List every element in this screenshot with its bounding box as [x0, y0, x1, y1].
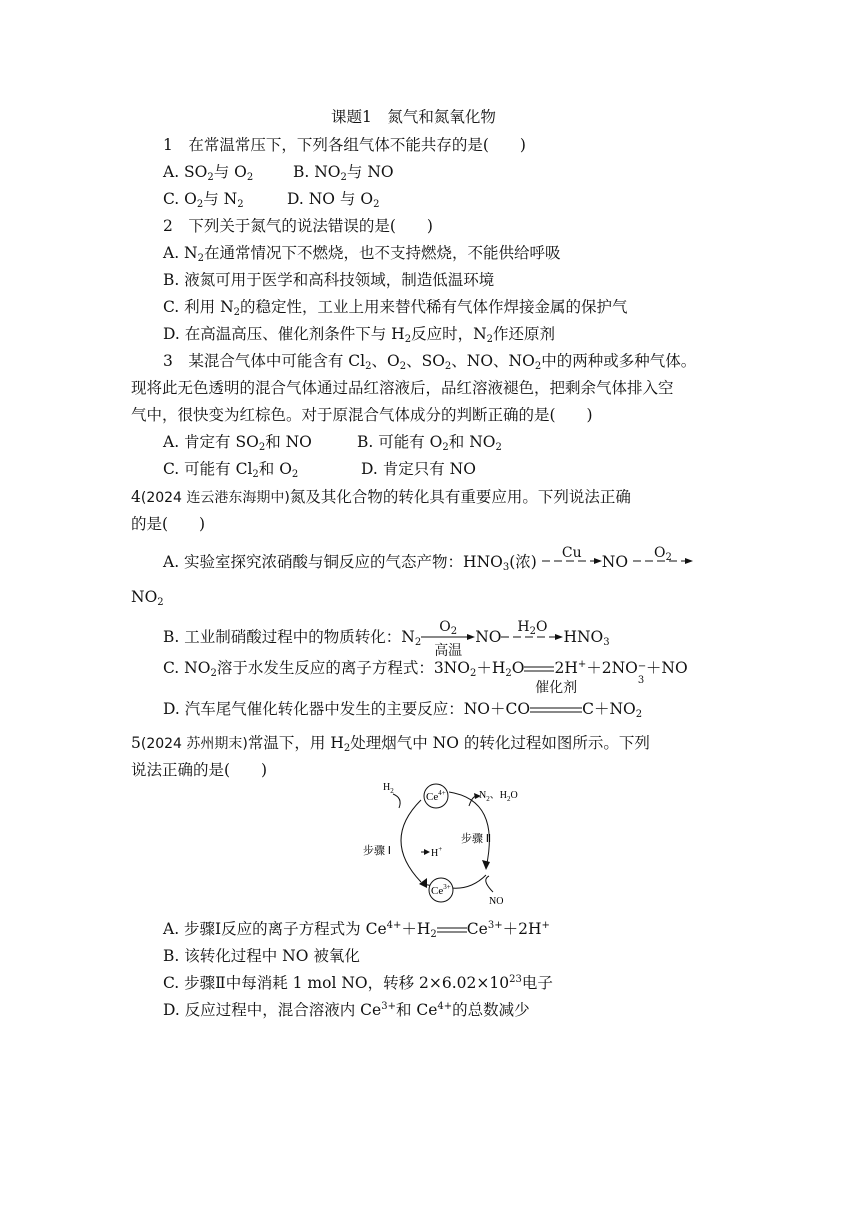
reaction-arrow: $H_2O$ — [501, 637, 563, 639]
page-title: 课题1 氮气和氮氧化物 — [331, 108, 496, 126]
hplus-label: H — [431, 848, 439, 859]
q3-option-a: A. 肯定有 $SO_2$和 NO — [163, 433, 312, 453]
q4-stem-line1: 4(2024 连云港东海期中)氮及其化合物的转化具有重要应用。下列说法正确 — [131, 488, 631, 506]
reaction-arrow: Cu — [542, 545, 602, 563]
step1-label: 步骤 Ⅰ — [363, 845, 391, 857]
q3-stem-line3: 气中，很快变为红棕色。对于原混合气体成分的判断正确的是( ) — [131, 406, 593, 424]
q5-option-a: A. 步骤Ⅰ反应的离子方程式为 $Ce^{4+}+H_2$ $Ce^{3+}+2H^+$ — [163, 920, 550, 940]
q2-stem: 2 下列关于氮气的说法错误的是( ) — [163, 217, 433, 235]
reaction-arrow: $O_2$ 高温 — [421, 637, 475, 639]
q4-source: (2024 连云港东海期中) — [140, 490, 290, 506]
cycle-arc-right — [449, 792, 492, 868]
q5-stem-line2: 说法正确的是( ) — [131, 761, 268, 779]
svg-text:Ce3+: $Ce^{3+}$ — [431, 883, 451, 897]
q4-option-c: C. $NO_2$溶于水发生反应的离子方程式：$3NO_2+H_2O$ 2H+＋2NO − 3 ＋NO — [163, 659, 688, 686]
q4-stem-line2: 的是( ) — [131, 515, 206, 533]
products-label: N — [479, 790, 487, 801]
q4-option-a: A. 实验室探究浓硝酸与铜反应的气态产物：$HNO_3$(浓) Cu NO $O_2$ — [163, 552, 693, 572]
q3-option-b: B. 可能有 $O_2$和 $NO_2$ — [357, 433, 502, 453]
q5-stem-line1: 5(2024 苏州期末)常温下，用 $H_2$处理烟气中 NO 的转化过程如图所示。下列 — [131, 734, 650, 754]
ce3-label: Ce — [431, 885, 444, 897]
svg-text:H2: $H_2$ — [383, 782, 394, 795]
cycle-arc-left — [401, 800, 421, 882]
reaction-arrow: $O_2$ — [633, 545, 693, 563]
q1-option-b: B. $NO_2$与 NO — [293, 163, 394, 183]
q2-option-b: B. 液氮可用于医学和高科技领域，制造低温环境 — [163, 271, 495, 289]
q1-stem: 1 在常温常压下，下列各组气体不能共存的是( ) — [163, 136, 526, 154]
no-label: NO — [489, 896, 504, 907]
q1-option-d: D. NO 与 $O_2$ — [287, 190, 380, 210]
q4-option-b: B. 工业制硝酸过程中的物质转化：$N_2$ $O_2$ 高温 NO $H_2O$ $HNO_3$ — [163, 619, 610, 659]
q2-option-c: C. 利用 $N_2$的稳定性，工业上用来替代稀有气体作焊接金属的保护气 — [163, 298, 628, 318]
arrowhead — [482, 860, 490, 870]
equals-sign — [524, 659, 554, 679]
q3-stem-line2: 现将此无色透明的混合气体通过品红溶液后，品红溶液褪色，把剩余气体排入空 — [131, 379, 674, 397]
q5-option-d: D. 反应过程中，混合溶液内 $Ce^{3+}$和 $Ce^{4+}$的总数减少 — [163, 1001, 530, 1019]
q2-option-d: D. 在高温高压、催化剂条件下与 $H_2$反应时，$N_2$作还原剂 — [163, 325, 556, 345]
q3-option-c: C. 可能有 $Cl_2$和 $O_2$ — [163, 460, 299, 480]
q1-option-a: A. $SO_2$与 $O_2$ — [163, 163, 254, 183]
svg-text:N2、H2O: $N_2$、$H_2O$ — [479, 790, 518, 803]
q5-source: (2024 苏州期末) — [140, 736, 248, 752]
q5-option-b: B. 该转化过程中 NO 被氧化 — [163, 947, 360, 965]
svg-text:Ce4+: $Ce^{4+}$ — [426, 789, 446, 803]
reaction-cycle-diagram — [361, 780, 541, 910]
q2-option-a: A. $N_2$在通常情况下不燃烧，也不支持燃烧，不能供给呼吸 — [163, 244, 561, 264]
ce4-label: Ce — [426, 791, 439, 803]
equals-sign: 催化剂 — [535, 680, 578, 696]
svg-text:H+: H+ — [431, 845, 443, 859]
q5-option-c: C. 步骤Ⅱ中每消耗 1 mol NO，转移 $2\times 6.02\times 10^{23}$电子 — [163, 974, 553, 992]
q3-option-d: D. 肯定只有 NO — [361, 460, 476, 478]
q3-stem-line1: 3 某混合气体中可能含有 $Cl_2$、$O_2$、$SO_2$、NO、$NO_2$中的两种或多种气体。 — [163, 352, 697, 372]
q4-option-a-cont: $NO_2$ — [131, 588, 164, 608]
h2-label: H — [383, 782, 391, 793]
q1-option-c: C. $O_2$与 $N_2$ — [163, 190, 244, 210]
equals-sign — [437, 920, 467, 940]
arrowhead — [419, 878, 427, 888]
step2-label: 步骤 Ⅱ — [461, 833, 492, 845]
q4-option-d: D. 汽车尾气催化转化器中发生的主要反应：NO＋CO 催化剂 $C+NO_2$ — [163, 680, 643, 720]
